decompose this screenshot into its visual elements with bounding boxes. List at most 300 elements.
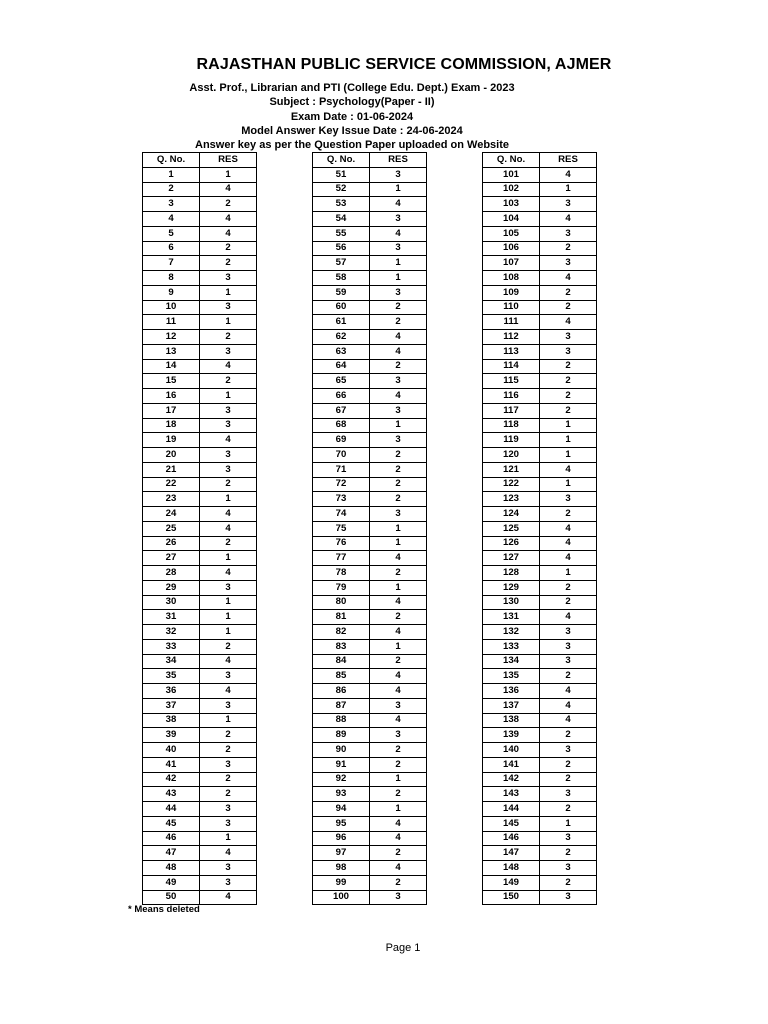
response-value: 2 bbox=[200, 772, 257, 787]
table-row bbox=[143, 625, 257, 640]
question-number: 91 bbox=[313, 757, 370, 772]
question-number: 55 bbox=[313, 226, 370, 241]
response-value: 1 bbox=[200, 625, 257, 640]
response-value: 3 bbox=[540, 743, 597, 758]
response-value: 4 bbox=[540, 610, 597, 625]
response-value: 4 bbox=[540, 167, 597, 182]
question-number: 71 bbox=[313, 462, 370, 477]
table-row bbox=[483, 315, 597, 330]
response-value: 1 bbox=[200, 551, 257, 566]
response-value: 1 bbox=[370, 580, 427, 595]
question-number: 17 bbox=[143, 403, 200, 418]
question-number: 103 bbox=[483, 197, 540, 212]
answer-key-note: Answer key as per the Question Paper uploaded on Website bbox=[195, 139, 509, 151]
response-value: 3 bbox=[200, 816, 257, 831]
question-number: 113 bbox=[483, 344, 540, 359]
question-number: 101 bbox=[483, 167, 540, 182]
response-value: 2 bbox=[200, 728, 257, 743]
question-number: 61 bbox=[313, 315, 370, 330]
question-number: 129 bbox=[483, 580, 540, 595]
response-value: 3 bbox=[200, 698, 257, 713]
response-value: 4 bbox=[370, 816, 427, 831]
response-value: 1 bbox=[200, 595, 257, 610]
table-row bbox=[313, 418, 427, 433]
question-number: 90 bbox=[313, 743, 370, 758]
table-row bbox=[483, 772, 597, 787]
response-value: 3 bbox=[370, 728, 427, 743]
question-number: 135 bbox=[483, 669, 540, 684]
response-value: 2 bbox=[200, 639, 257, 654]
table-row bbox=[483, 507, 597, 522]
subject-line: Subject : Psychology(Paper - II) bbox=[269, 96, 435, 108]
table-row bbox=[313, 492, 427, 507]
question-number: 1 bbox=[143, 167, 200, 182]
question-number: 133 bbox=[483, 639, 540, 654]
table-row bbox=[143, 787, 257, 802]
question-number: 3 bbox=[143, 197, 200, 212]
response-value: 4 bbox=[200, 684, 257, 699]
question-number: 78 bbox=[313, 566, 370, 581]
table-row bbox=[483, 890, 597, 905]
table-row bbox=[483, 684, 597, 699]
response-value: 4 bbox=[540, 521, 597, 536]
response-value: 3 bbox=[200, 271, 257, 286]
question-number: 126 bbox=[483, 536, 540, 551]
response-value: 4 bbox=[370, 861, 427, 876]
response-value: 1 bbox=[200, 285, 257, 300]
response-value: 2 bbox=[200, 330, 257, 345]
table-row bbox=[143, 330, 257, 345]
question-number: 25 bbox=[143, 521, 200, 536]
response-value: 2 bbox=[370, 448, 427, 463]
question-number: 66 bbox=[313, 389, 370, 404]
question-number: 130 bbox=[483, 595, 540, 610]
question-number: 12 bbox=[143, 330, 200, 345]
table-row bbox=[483, 374, 597, 389]
column-header-qno: Q. No. bbox=[143, 153, 200, 168]
exam-name: Asst. Prof., Librarian and PTI (College Edu. Dept.) Exam - 2023 bbox=[189, 82, 515, 94]
response-value: 4 bbox=[370, 831, 427, 846]
table-row bbox=[313, 846, 427, 861]
table-row bbox=[483, 197, 597, 212]
response-value: 3 bbox=[200, 861, 257, 876]
response-value: 1 bbox=[370, 802, 427, 817]
response-value: 3 bbox=[540, 256, 597, 271]
response-value: 2 bbox=[540, 389, 597, 404]
question-number: 64 bbox=[313, 359, 370, 374]
response-value: 4 bbox=[370, 344, 427, 359]
table-row bbox=[483, 698, 597, 713]
table-row bbox=[313, 536, 427, 551]
response-value: 2 bbox=[370, 477, 427, 492]
table-row bbox=[143, 241, 257, 256]
question-number: 18 bbox=[143, 418, 200, 433]
question-number: 122 bbox=[483, 477, 540, 492]
response-value: 1 bbox=[540, 816, 597, 831]
answer-table-1 bbox=[142, 152, 257, 905]
table-row bbox=[313, 462, 427, 477]
response-value: 1 bbox=[370, 521, 427, 536]
question-number: 7 bbox=[143, 256, 200, 271]
table-row bbox=[483, 477, 597, 492]
table-row bbox=[143, 580, 257, 595]
table-row bbox=[143, 403, 257, 418]
table-row bbox=[143, 492, 257, 507]
question-number: 84 bbox=[313, 654, 370, 669]
table-row bbox=[313, 182, 427, 197]
table-row bbox=[483, 831, 597, 846]
response-value: 3 bbox=[370, 507, 427, 522]
table-row bbox=[483, 241, 597, 256]
table-row bbox=[313, 256, 427, 271]
table-row bbox=[143, 285, 257, 300]
table-row bbox=[483, 521, 597, 536]
question-number: 75 bbox=[313, 521, 370, 536]
table-row bbox=[143, 669, 257, 684]
question-number: 100 bbox=[313, 890, 370, 905]
table-row bbox=[143, 846, 257, 861]
question-number: 51 bbox=[313, 167, 370, 182]
response-value: 2 bbox=[370, 787, 427, 802]
response-value: 1 bbox=[540, 182, 597, 197]
question-number: 121 bbox=[483, 462, 540, 477]
response-value: 3 bbox=[370, 285, 427, 300]
question-number: 5 bbox=[143, 226, 200, 241]
question-number: 46 bbox=[143, 831, 200, 846]
table-row bbox=[483, 212, 597, 227]
response-value: 2 bbox=[370, 875, 427, 890]
response-value: 3 bbox=[370, 167, 427, 182]
table-row bbox=[483, 580, 597, 595]
table-row bbox=[143, 772, 257, 787]
question-number: 119 bbox=[483, 433, 540, 448]
question-number: 76 bbox=[313, 536, 370, 551]
question-number: 146 bbox=[483, 831, 540, 846]
response-value: 4 bbox=[200, 507, 257, 522]
table-row bbox=[143, 521, 257, 536]
table-row bbox=[313, 831, 427, 846]
table-row bbox=[483, 654, 597, 669]
table-row bbox=[313, 684, 427, 699]
response-value: 3 bbox=[200, 403, 257, 418]
question-number: 24 bbox=[143, 507, 200, 522]
question-number: 116 bbox=[483, 389, 540, 404]
table-row bbox=[143, 861, 257, 876]
response-value: 4 bbox=[200, 846, 257, 861]
response-value: 1 bbox=[200, 610, 257, 625]
question-number: 69 bbox=[313, 433, 370, 448]
question-number: 137 bbox=[483, 698, 540, 713]
column-header-qno: Q. No. bbox=[313, 153, 370, 168]
table-row bbox=[483, 256, 597, 271]
table-row bbox=[313, 300, 427, 315]
response-value: 3 bbox=[200, 757, 257, 772]
response-value: 4 bbox=[370, 684, 427, 699]
table-row bbox=[313, 521, 427, 536]
issue-date: Model Answer Key Issue Date : 24-06-2024 bbox=[241, 125, 463, 137]
question-number: 40 bbox=[143, 743, 200, 758]
response-value: 3 bbox=[540, 831, 597, 846]
table-row bbox=[143, 271, 257, 286]
question-number: 8 bbox=[143, 271, 200, 286]
question-number: 26 bbox=[143, 536, 200, 551]
table-row bbox=[483, 433, 597, 448]
table-row bbox=[483, 403, 597, 418]
response-value: 2 bbox=[540, 300, 597, 315]
question-number: 124 bbox=[483, 507, 540, 522]
table-row bbox=[143, 182, 257, 197]
question-number: 134 bbox=[483, 654, 540, 669]
table-row bbox=[313, 654, 427, 669]
response-value: 3 bbox=[540, 197, 597, 212]
question-number: 120 bbox=[483, 448, 540, 463]
table-row bbox=[483, 787, 597, 802]
table-row bbox=[483, 300, 597, 315]
question-number: 111 bbox=[483, 315, 540, 330]
response-value: 4 bbox=[540, 536, 597, 551]
question-number: 44 bbox=[143, 802, 200, 817]
response-value: 2 bbox=[540, 507, 597, 522]
response-value: 4 bbox=[200, 890, 257, 905]
response-value: 2 bbox=[540, 728, 597, 743]
table-row bbox=[483, 669, 597, 684]
table-row bbox=[143, 315, 257, 330]
response-value: 4 bbox=[540, 551, 597, 566]
question-number: 150 bbox=[483, 890, 540, 905]
response-value: 3 bbox=[540, 861, 597, 876]
response-value: 2 bbox=[540, 802, 597, 817]
table-row bbox=[483, 743, 597, 758]
response-value: 4 bbox=[540, 462, 597, 477]
response-value: 4 bbox=[370, 595, 427, 610]
question-number: 16 bbox=[143, 389, 200, 404]
response-value: 2 bbox=[540, 595, 597, 610]
table-row bbox=[483, 875, 597, 890]
question-number: 33 bbox=[143, 639, 200, 654]
question-number: 123 bbox=[483, 492, 540, 507]
table-row bbox=[313, 610, 427, 625]
answer-table-3 bbox=[482, 152, 597, 905]
table-row bbox=[143, 610, 257, 625]
question-number: 54 bbox=[313, 212, 370, 227]
question-number: 14 bbox=[143, 359, 200, 374]
table-row bbox=[143, 566, 257, 581]
response-value: 1 bbox=[200, 713, 257, 728]
question-number: 20 bbox=[143, 448, 200, 463]
question-number: 45 bbox=[143, 816, 200, 831]
response-value: 1 bbox=[200, 315, 257, 330]
question-number: 42 bbox=[143, 772, 200, 787]
table-row bbox=[313, 167, 427, 182]
question-number: 127 bbox=[483, 551, 540, 566]
response-value: 1 bbox=[370, 418, 427, 433]
response-value: 4 bbox=[370, 669, 427, 684]
question-number: 92 bbox=[313, 772, 370, 787]
table-header-row bbox=[313, 153, 427, 168]
table-row bbox=[313, 625, 427, 640]
table-row bbox=[313, 389, 427, 404]
response-value: 2 bbox=[370, 610, 427, 625]
question-number: 131 bbox=[483, 610, 540, 625]
response-value: 1 bbox=[200, 389, 257, 404]
response-value: 3 bbox=[200, 344, 257, 359]
response-value: 3 bbox=[370, 433, 427, 448]
question-number: 99 bbox=[313, 875, 370, 890]
question-number: 31 bbox=[143, 610, 200, 625]
table-row bbox=[143, 197, 257, 212]
table-row bbox=[143, 344, 257, 359]
response-value: 4 bbox=[540, 212, 597, 227]
table-row bbox=[313, 669, 427, 684]
response-value: 3 bbox=[200, 300, 257, 315]
response-value: 2 bbox=[540, 285, 597, 300]
question-number: 57 bbox=[313, 256, 370, 271]
response-value: 1 bbox=[540, 448, 597, 463]
response-value: 2 bbox=[540, 757, 597, 772]
response-value: 2 bbox=[370, 359, 427, 374]
table-row bbox=[313, 551, 427, 566]
question-number: 49 bbox=[143, 875, 200, 890]
question-number: 80 bbox=[313, 595, 370, 610]
table-row bbox=[313, 330, 427, 345]
response-value: 3 bbox=[200, 669, 257, 684]
table-row bbox=[143, 713, 257, 728]
response-value: 2 bbox=[370, 757, 427, 772]
response-value: 1 bbox=[200, 167, 257, 182]
table-row bbox=[313, 890, 427, 905]
question-number: 27 bbox=[143, 551, 200, 566]
table-row bbox=[483, 344, 597, 359]
question-number: 115 bbox=[483, 374, 540, 389]
table-row bbox=[483, 861, 597, 876]
question-number: 34 bbox=[143, 654, 200, 669]
table-row bbox=[483, 448, 597, 463]
table-row bbox=[313, 698, 427, 713]
response-value: 2 bbox=[540, 241, 597, 256]
table-row bbox=[143, 595, 257, 610]
question-number: 58 bbox=[313, 271, 370, 286]
table-row bbox=[313, 448, 427, 463]
question-number: 63 bbox=[313, 344, 370, 359]
response-value: 3 bbox=[200, 580, 257, 595]
column-header-res: RES bbox=[200, 153, 257, 168]
column-header-res: RES bbox=[370, 153, 427, 168]
question-number: 62 bbox=[313, 330, 370, 345]
question-number: 148 bbox=[483, 861, 540, 876]
question-number: 41 bbox=[143, 757, 200, 772]
question-number: 59 bbox=[313, 285, 370, 300]
response-value: 3 bbox=[540, 890, 597, 905]
response-value: 2 bbox=[370, 743, 427, 758]
question-number: 56 bbox=[313, 241, 370, 256]
response-value: 2 bbox=[200, 743, 257, 758]
question-number: 110 bbox=[483, 300, 540, 315]
response-value: 4 bbox=[200, 359, 257, 374]
table-row bbox=[143, 389, 257, 404]
response-value: 2 bbox=[370, 492, 427, 507]
question-number: 83 bbox=[313, 639, 370, 654]
table-row bbox=[143, 448, 257, 463]
page-number: Page 1 bbox=[385, 942, 421, 954]
question-number: 19 bbox=[143, 433, 200, 448]
table-row bbox=[143, 477, 257, 492]
question-number: 13 bbox=[143, 344, 200, 359]
response-value: 4 bbox=[370, 226, 427, 241]
question-number: 106 bbox=[483, 241, 540, 256]
response-value: 4 bbox=[370, 330, 427, 345]
question-number: 104 bbox=[483, 212, 540, 227]
table-row bbox=[483, 802, 597, 817]
question-number: 102 bbox=[483, 182, 540, 197]
question-number: 82 bbox=[313, 625, 370, 640]
table-row bbox=[313, 639, 427, 654]
table-row bbox=[313, 226, 427, 241]
response-value: 2 bbox=[370, 846, 427, 861]
response-value: 3 bbox=[370, 403, 427, 418]
response-value: 2 bbox=[370, 315, 427, 330]
response-value: 4 bbox=[540, 713, 597, 728]
response-value: 3 bbox=[370, 698, 427, 713]
question-number: 109 bbox=[483, 285, 540, 300]
response-value: 2 bbox=[200, 374, 257, 389]
question-number: 43 bbox=[143, 787, 200, 802]
table-row bbox=[143, 418, 257, 433]
response-value: 2 bbox=[200, 241, 257, 256]
question-number: 138 bbox=[483, 713, 540, 728]
table-row bbox=[143, 875, 257, 890]
response-value: 4 bbox=[540, 315, 597, 330]
table-row bbox=[143, 433, 257, 448]
response-value: 4 bbox=[370, 551, 427, 566]
table-row bbox=[313, 403, 427, 418]
question-number: 4 bbox=[143, 212, 200, 227]
question-number: 22 bbox=[143, 477, 200, 492]
table-row bbox=[313, 875, 427, 890]
table-row bbox=[483, 226, 597, 241]
question-number: 23 bbox=[143, 492, 200, 507]
question-number: 96 bbox=[313, 831, 370, 846]
table-row bbox=[313, 816, 427, 831]
table-row bbox=[143, 728, 257, 743]
question-number: 2 bbox=[143, 182, 200, 197]
column-header-res: RES bbox=[540, 153, 597, 168]
question-number: 87 bbox=[313, 698, 370, 713]
table-row bbox=[313, 271, 427, 286]
table-row bbox=[483, 595, 597, 610]
table-row bbox=[313, 757, 427, 772]
table-row bbox=[143, 374, 257, 389]
question-number: 10 bbox=[143, 300, 200, 315]
table-row bbox=[313, 374, 427, 389]
response-value: 1 bbox=[370, 772, 427, 787]
response-value: 3 bbox=[540, 625, 597, 640]
response-value: 3 bbox=[540, 639, 597, 654]
question-number: 147 bbox=[483, 846, 540, 861]
table-row bbox=[313, 787, 427, 802]
table-row bbox=[143, 507, 257, 522]
table-row bbox=[483, 167, 597, 182]
table-row bbox=[143, 654, 257, 669]
question-number: 132 bbox=[483, 625, 540, 640]
response-value: 3 bbox=[540, 654, 597, 669]
response-value: 4 bbox=[200, 654, 257, 669]
response-value: 3 bbox=[200, 448, 257, 463]
response-value: 3 bbox=[370, 241, 427, 256]
table-header-row bbox=[143, 153, 257, 168]
question-number: 98 bbox=[313, 861, 370, 876]
response-value: 4 bbox=[200, 521, 257, 536]
question-number: 9 bbox=[143, 285, 200, 300]
